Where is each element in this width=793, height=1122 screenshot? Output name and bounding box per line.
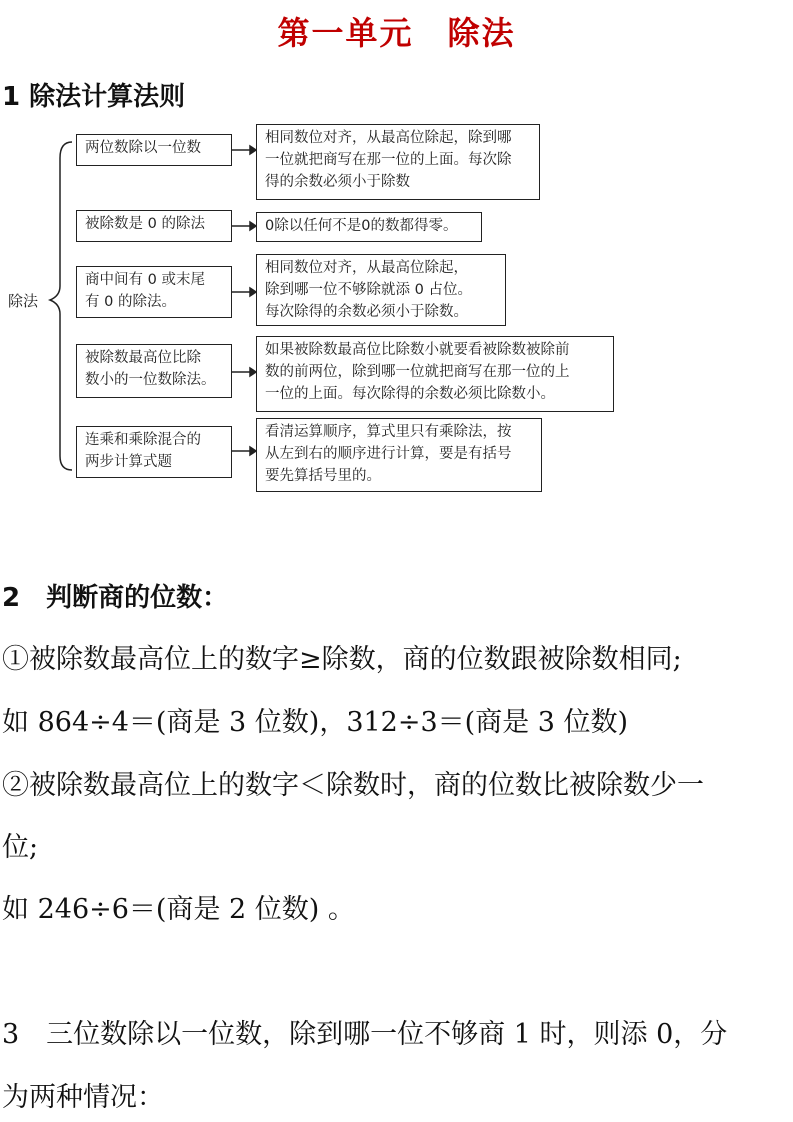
paragraph-line: 如 246÷6＝(商是 2 位数) 。 [2,894,355,925]
paragraph-line: ②被除数最高位上的数字＜除数时，商的位数比被除数少一 [2,770,704,801]
rule-box-right-1 [256,124,540,200]
division-rules-diagram [0,118,793,508]
rule-right-text: 0除以任何不是0的数都得零。 [265,218,458,234]
rule-box-right-2 [256,212,482,242]
rule-right-text: 要先算括号里的。 [265,468,381,484]
paragraph-line: 如 864÷4＝(商是 3 位数)，312÷3＝(商是 3 位数) [2,707,629,738]
rule-left-text: 连乘和乘除混合的 [85,432,201,448]
rule-right-text: 得的余数必须小于除数 [265,174,410,190]
page-title: 第一单元 除法 [277,14,516,52]
rule-right-text: 一位的上面。每次除得的余数必须比除数小。 [265,386,555,402]
rule-box-left-5 [76,426,232,478]
rule-box-right-5 [256,418,542,492]
brace-line [50,142,72,470]
rule-right-text: 从左到右的顺序进行计算，要是有括号 [265,446,512,462]
rule-right-text: 一位就把商写在那一位的上面。每次除 [265,152,512,168]
paragraph-line: 位; [2,832,39,863]
rule-left-text: 被除数是 0 的除法 [85,216,205,232]
section-2-heading: 2 判断商的位数： [2,583,229,613]
rule-left-text: 两位数除以一位数 [85,140,201,156]
section-1-heading: 1 除法计算法则 [2,82,186,112]
rule-box-right-4 [256,336,614,412]
rule-left-text: 两步计算式题 [85,454,172,470]
paragraph-line: 3 三位数除以一位数，除到哪一位不够商 1 时，则添 0，分 [2,1019,728,1050]
rule-right-text: 数的前两位，除到哪一位就把商写在那一位的上 [265,364,570,380]
paragraph-line: ①被除数最高位上的数字≥除数，商的位数跟被除数相同; [2,644,682,675]
rule-left-text: 有 0 的除法。 [85,294,176,310]
rule-right-text: 看清运算顺序，算式里只有乘除法，按 [265,424,512,440]
rule-right-text: 如果被除数最高位比除数小就要看被除数被除前 [265,342,570,358]
rule-box-left-3 [76,266,232,318]
rule-box-left-4 [76,344,232,398]
rule-left-text: 商中间有 0 或末尾 [85,272,205,288]
paragraph-line: 为两种情况： [2,1082,164,1113]
rule-left-text: 数小的一位数除法。 [85,372,216,388]
rule-box-right-3 [256,254,506,326]
rule-right-text: 每次除得的余数必须小于除数。 [265,304,468,320]
rule-right-text: 相同数位对齐，从最高位除起，除到哪 [265,130,512,146]
root-label: 除法 [8,292,39,310]
rule-box-left-1 [76,134,232,166]
rule-box-left-2 [76,210,232,242]
rule-left-text: 被除数最高位比除 [85,350,201,366]
rule-right-text: 除到哪一位不够除就添 0 占位。 [265,282,472,298]
rule-right-text: 相同数位对齐，从最高位除起， [265,260,468,276]
